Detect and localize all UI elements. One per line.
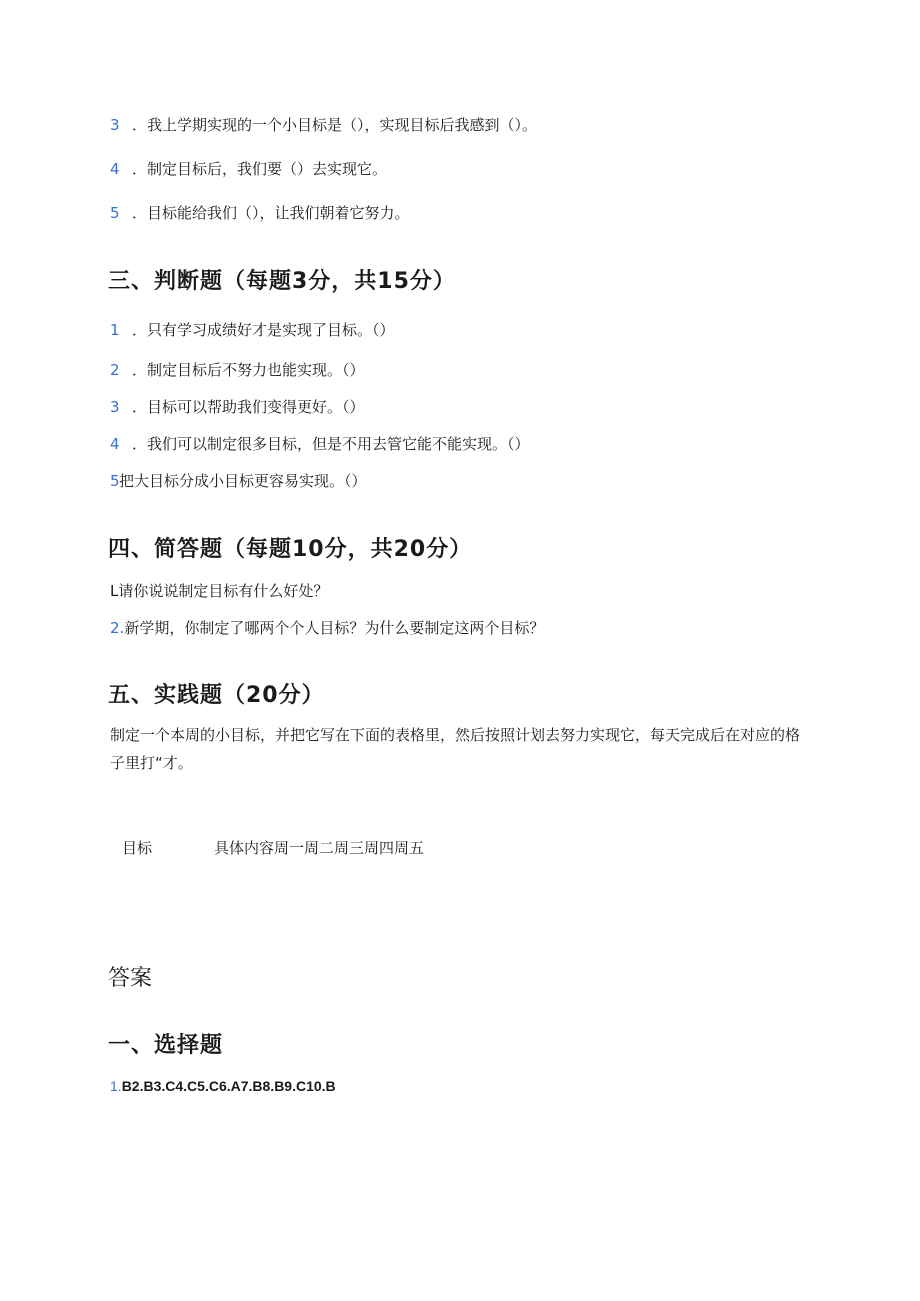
- item-text: 新学期，你制定了哪两个个人目标？为什么要制定这两个目标？: [124, 619, 545, 637]
- item-number: 5: [110, 204, 120, 222]
- item-number: 4: [110, 435, 120, 453]
- item-number: 1: [110, 321, 120, 339]
- item-text: ．制定目标后不努力也能实现。（）: [132, 361, 365, 379]
- section-5-title: 五、实践题（20分）: [108, 683, 325, 708]
- section-4-title: 四、简答题（每题10分，共20分）: [108, 537, 473, 562]
- fill-blank-item-3: [110, 114, 537, 135]
- answers-choice-text: B2.B3.C4.C5.C6.A7.B8.B9.C10.B: [121, 1078, 336, 1094]
- answers-title: 答案: [108, 966, 153, 991]
- item-number: 2: [110, 361, 120, 379]
- item-number: 4: [110, 160, 120, 178]
- item-text: 请你说说制定目标有什么好处？: [118, 582, 329, 600]
- answers-section-1-title: 一、选择题: [108, 1033, 224, 1058]
- judge-item-1: [110, 319, 395, 340]
- item-text: ．目标可以帮助我们变得更好。（）: [132, 398, 365, 416]
- item-number: 1.: [110, 1078, 122, 1094]
- item-number: L: [110, 582, 119, 600]
- fill-blank-item-5: [110, 202, 410, 223]
- item-number: 3: [110, 116, 120, 134]
- practice-instructions: 制定一个本周的小目标，并把它写在下面的表格里，然后按照计划去努力实现它，每天完成后在对应的格子里打“才。: [110, 726, 801, 772]
- item-text: ．我上学期实现的一个小目标是（），实现目标后我感到（）。: [132, 116, 538, 134]
- fill-blank-item-4: [110, 158, 387, 179]
- judge-item-2: [110, 359, 365, 380]
- item-text: ．目标能给我们（），让我们朝着它努力。: [132, 204, 410, 222]
- judge-item-5: [110, 470, 367, 491]
- item-text: ．只有学习成绩好才是实现了目标。（）: [132, 321, 395, 339]
- item-text: 把大目标分成小目标更容易实现。（）: [119, 472, 367, 490]
- judge-item-3: [110, 396, 365, 417]
- item-number: 2.: [110, 619, 125, 637]
- answers-choice-line: [110, 1078, 336, 1094]
- item-text: ．我们可以制定很多目标，但是不用去管它能不能实现。（）: [132, 435, 530, 453]
- judge-item-4: [110, 433, 530, 454]
- item-text: ．制定目标后，我们要（）去实现它。: [132, 160, 388, 178]
- section-3-title: 三、判断题（每题3分，共15分）: [108, 269, 456, 294]
- item-number: 5: [110, 472, 120, 490]
- table-header-days: 具体内容周一周二周三周四周五: [214, 839, 425, 857]
- item-number: 3: [110, 398, 120, 416]
- table-header-goal: 目标: [122, 839, 153, 857]
- short-answer-item-1: [110, 580, 328, 601]
- short-answer-item-2: [110, 617, 544, 638]
